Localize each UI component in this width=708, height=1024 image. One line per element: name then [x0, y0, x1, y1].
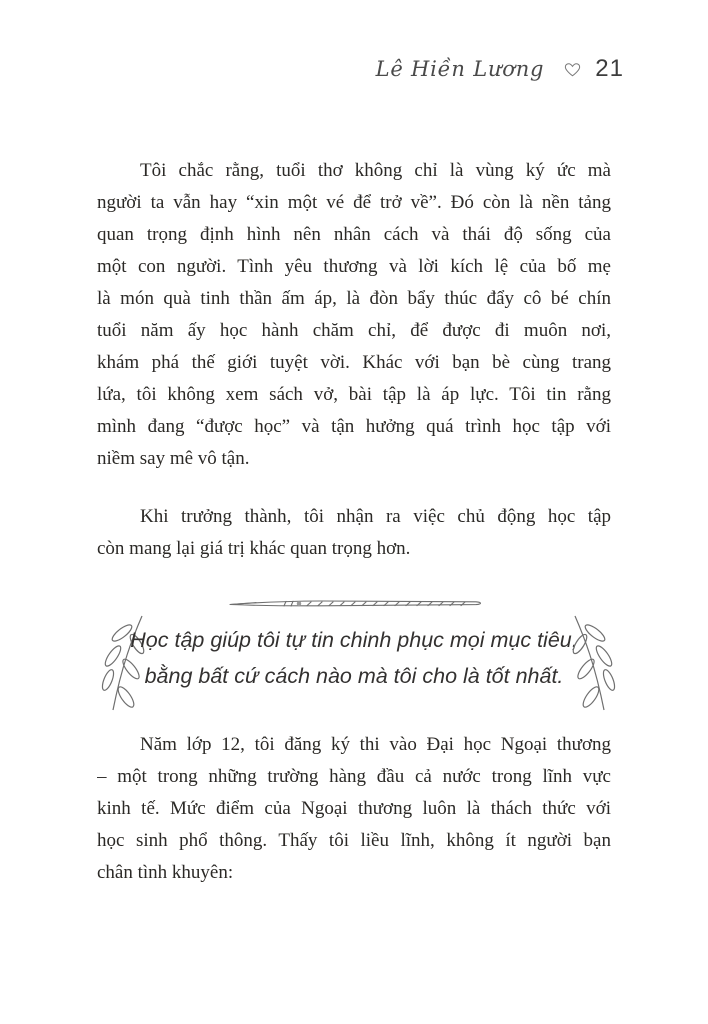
text-line: học sinh phổ thông. Thấy tôi liều lĩnh, không ít người bạn — [97, 830, 611, 851]
paintbrush-divider-icon — [226, 592, 490, 614]
text-line: Năm lớp 12, tôi đăng ký thi vào Đại học Ngoại thương — [140, 734, 611, 755]
leaf-branch-right-icon — [567, 613, 621, 713]
text-line: Tôi chắc rằng, tuổi thơ không chỉ là vùng ký ức mà — [140, 160, 611, 181]
heart-icon — [564, 62, 581, 78]
page-number: 21 — [595, 55, 624, 82]
text-line: bằng bất cứ cách nào mà tôi cho là tốt nhất. — [144, 664, 564, 688]
page-header — [376, 55, 624, 83]
text-line: kinh tế. Mức điểm của Ngoại thương luôn là thách thức với — [97, 798, 611, 819]
body-paragraph-3 — [97, 729, 611, 889]
text-line: chân tình khuyên: — [97, 862, 234, 883]
text-line: khám phá thế giới tuyệt vời. Khác với bạn bè cùng trang — [97, 352, 611, 373]
text-line: niềm say mê vô tận. — [97, 448, 250, 469]
text-line: còn mang lại giá trị khác quan trọng hơn. — [97, 538, 411, 559]
text-line: Học tập giúp tôi tự tin chinh phục mọi mục tiêu, — [130, 628, 578, 652]
body-paragraph-1 — [97, 155, 611, 475]
text-line: – một trong những trường hàng đầu cả nước trong lĩnh vực — [97, 766, 611, 787]
quote-block — [97, 622, 611, 694]
text-line: mình đang “được học” và tận hưởng quá trình học tập với — [97, 416, 611, 437]
text-line: Khi trưởng thành, tôi nhận ra việc chủ động học tập — [140, 506, 611, 527]
text-line: tuổi năm ấy học hành chăm chỉ, để được đi muôn nơi, — [97, 320, 611, 341]
text-line: lứa, tôi không xem sách vở, bài tập là áp lực. Tôi tin rằng — [97, 384, 611, 405]
text-line: người ta vẫn hay “xin một vé để trở về”. Đó còn là nền tảng — [97, 192, 611, 213]
body-paragraph-2 — [97, 501, 611, 565]
text-line: quan trọng định hình nên nhân cách và thái độ sống của — [97, 224, 611, 245]
author-name: Lê Hiền Lương — [375, 57, 545, 81]
text-line: là món quà tinh thần ấm áp, là đòn bẩy thúc đẩy cô bé chín — [97, 288, 611, 309]
text-line: một con người. Tình yêu thương và lời kích lệ của bố mẹ — [97, 256, 611, 277]
